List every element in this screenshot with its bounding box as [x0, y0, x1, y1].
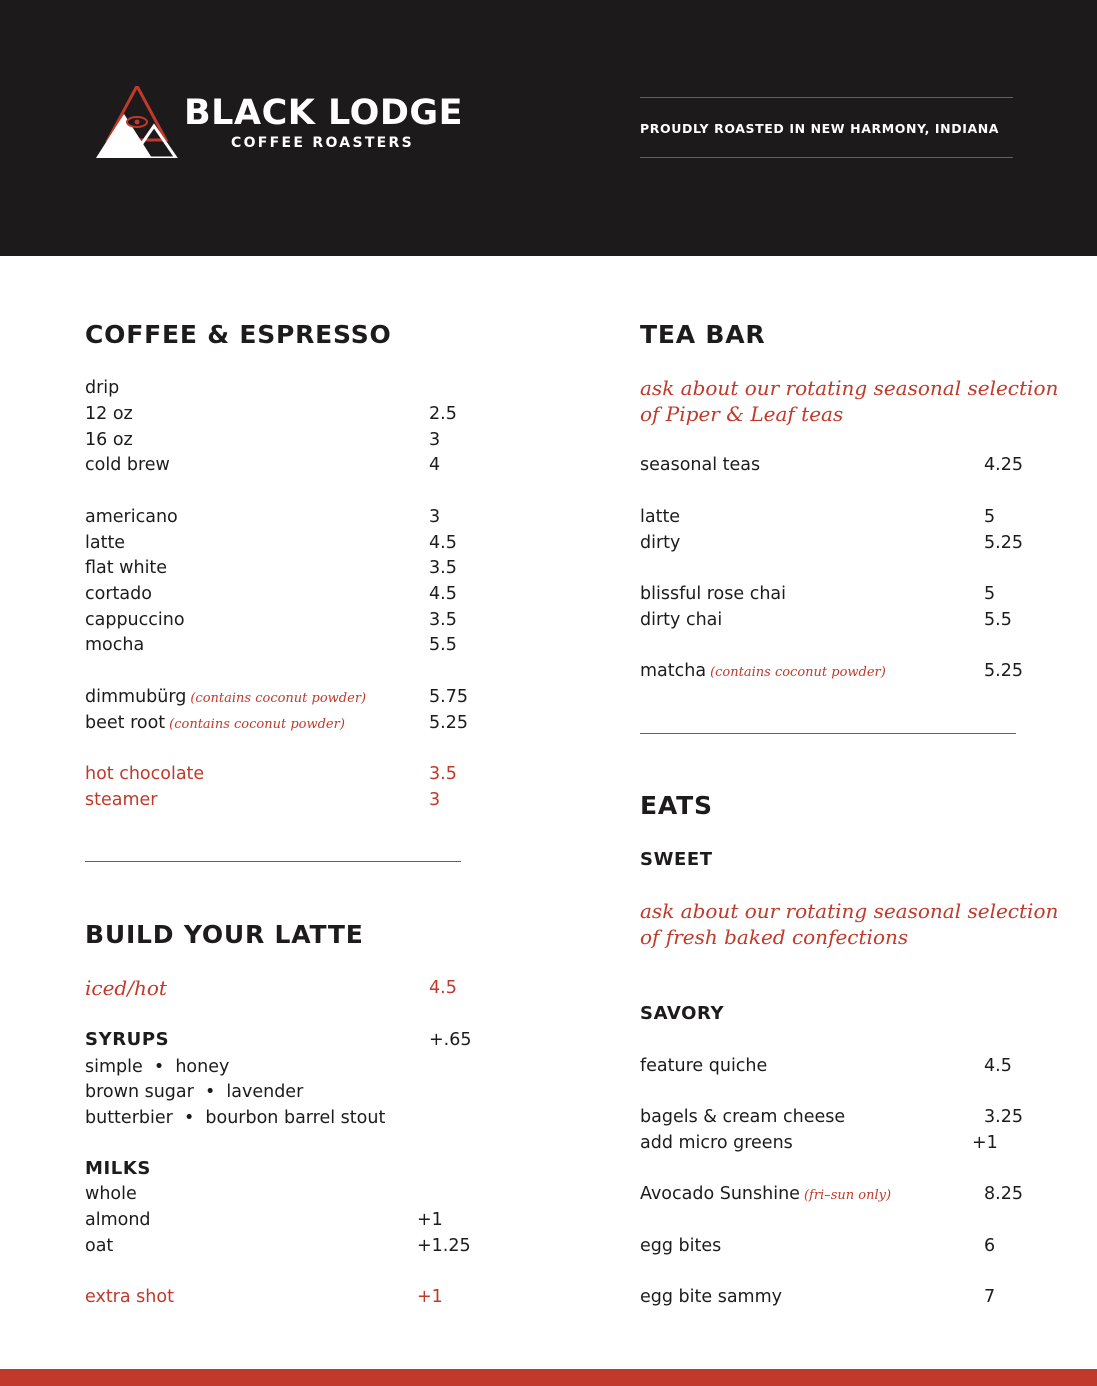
sweet-title: SWEET	[640, 849, 713, 870]
item-price: 5.5	[429, 635, 457, 655]
coffee-section-title: COFFEE & ESPRESSO	[85, 320, 392, 349]
menu-item	[85, 581, 475, 607]
milk-option	[85, 1233, 475, 1259]
section-divider	[640, 733, 1016, 734]
item-name: Avocado Sunshine	[640, 1184, 800, 1204]
item-name: latte	[85, 533, 126, 553]
item-price: 3	[429, 790, 441, 810]
mountain-eye-logo-icon	[94, 86, 180, 158]
syrup-line: brown sugar • lavender	[85, 1082, 304, 1102]
menu-item	[85, 530, 475, 556]
tea-section-title: TEA BAR	[640, 320, 766, 349]
item-price: 4.25	[984, 455, 1023, 475]
item-price: 4.5	[429, 978, 457, 998]
brand-subtitle: COFFEE ROASTERS	[231, 135, 415, 151]
item-name: blissful rose chai	[640, 584, 787, 604]
item-price: 3	[429, 430, 441, 450]
brand-name: BLACK LODGE	[184, 93, 464, 133]
item-name: extra shot	[85, 1287, 174, 1307]
item-name: steamer	[85, 790, 158, 810]
menu-item	[640, 452, 1040, 478]
item-price: +1	[417, 1287, 443, 1307]
item-price: 5.25	[429, 713, 468, 733]
menu-item	[85, 710, 475, 736]
item-name: americano	[85, 507, 178, 527]
item-name: beet root	[85, 713, 166, 733]
syrups-price	[429, 1027, 489, 1053]
item-name: whole	[85, 1184, 137, 1204]
extra-shot	[85, 1284, 475, 1310]
syrup-options	[85, 1105, 475, 1131]
item-price: +.65	[429, 1030, 472, 1050]
syrup-line: simple • honey	[85, 1057, 230, 1077]
item-price: 5	[984, 584, 996, 604]
menu-item	[640, 1130, 1040, 1156]
menu-item	[640, 1053, 1040, 1079]
brand	[184, 93, 463, 153]
item-name: add micro greens	[640, 1133, 793, 1153]
item-price: 3.5	[429, 764, 457, 784]
item-name: cold brew	[85, 455, 170, 475]
menu-item	[85, 632, 475, 658]
iced-hot-price	[429, 975, 489, 1001]
item-price: 5.75	[429, 687, 468, 707]
latte-section-title: BUILD YOUR LATTE	[85, 920, 364, 949]
eats-section-title: EATS	[640, 791, 713, 820]
item-note: (fri–sun only)	[803, 1188, 892, 1203]
item-name: bagels & cream cheese	[640, 1107, 846, 1127]
item-price: 5.25	[984, 661, 1023, 681]
menu-item	[85, 555, 475, 581]
item-name: 12 oz	[85, 404, 133, 424]
item-name: 16 oz	[85, 430, 133, 450]
savory-title: SAVORY	[640, 1003, 725, 1024]
item-note: (contains coconut powder)	[169, 717, 345, 732]
sweet-note-line1: ask about our rotating seasonal selection	[640, 899, 1059, 923]
item-name: drip	[85, 378, 120, 398]
item-price: 4	[429, 455, 441, 475]
syrups-title: SYRUPS	[85, 1029, 170, 1050]
item-name: mocha	[85, 635, 145, 655]
tagline: PROUDLY ROASTED IN NEW HARMONY, INDIANA	[640, 121, 1000, 136]
item-name: hot chocolate	[85, 764, 205, 784]
item-price: 4.5	[984, 1056, 1012, 1076]
item-price: 4.5	[429, 533, 457, 553]
item-name: dimmubürg	[85, 687, 187, 707]
menu-item	[85, 375, 475, 401]
item-name: flat white	[85, 558, 168, 578]
item-price: +1	[972, 1133, 998, 1153]
item-name: dirty	[640, 533, 681, 553]
tagline-rule-bottom	[640, 157, 1013, 158]
menu-item	[85, 504, 475, 530]
section-divider	[85, 861, 461, 862]
item-price: 3.25	[984, 1107, 1023, 1127]
syrup-options	[85, 1054, 475, 1080]
item-price: 5.25	[984, 533, 1023, 553]
menu-item	[640, 1181, 1040, 1207]
menu-item	[640, 658, 1040, 684]
menu-item	[640, 581, 1040, 607]
item-price: 7	[984, 1287, 996, 1307]
menu-item	[640, 1233, 1040, 1259]
item-name: latte	[640, 507, 681, 527]
milk-option	[85, 1207, 475, 1233]
menu-item	[640, 530, 1040, 556]
syrup-line: butterbier • bourbon barrel stout	[85, 1108, 386, 1128]
menu-item	[85, 452, 475, 478]
footer-accent-bar	[0, 1369, 1097, 1386]
milk-option	[85, 1181, 475, 1207]
menu-item	[85, 607, 475, 633]
item-price: 4.5	[429, 584, 457, 604]
item-price: 5.5	[984, 610, 1012, 630]
item-price: 3	[429, 507, 441, 527]
header-banner	[0, 0, 1097, 256]
item-price: 3.5	[429, 610, 457, 630]
menu-item	[85, 787, 475, 813]
menu-item	[640, 607, 1040, 633]
menu-item	[85, 427, 475, 453]
item-name: egg bites	[640, 1236, 722, 1256]
item-note: (contains coconut powder)	[710, 665, 886, 680]
item-name: feature quiche	[640, 1056, 768, 1076]
milks-title: MILKS	[85, 1158, 151, 1179]
item-name: seasonal teas	[640, 455, 761, 475]
menu-item	[640, 1104, 1040, 1130]
menu-item	[85, 401, 475, 427]
syrup-options	[85, 1079, 475, 1105]
item-name: cappuccino	[85, 610, 185, 630]
tagline-rule-top	[640, 97, 1013, 98]
item-name: matcha	[640, 661, 707, 681]
tea-note-line1: ask about our rotating seasonal selection	[640, 376, 1059, 400]
iced-hot-label: iced/hot	[85, 976, 167, 1000]
menu-item	[640, 504, 1040, 530]
tea-note-line2: of Piper & Leaf teas	[640, 402, 844, 426]
item-name: egg bite sammy	[640, 1287, 782, 1307]
item-price: 2.5	[429, 404, 457, 424]
item-name: almond	[85, 1210, 151, 1230]
item-name: cortado	[85, 584, 152, 604]
item-note: (contains coconut powder)	[190, 691, 367, 706]
item-price: 3.5	[429, 558, 457, 578]
item-name: dirty chai	[640, 610, 723, 630]
item-name: oat	[85, 1236, 114, 1256]
item-price: 6	[984, 1236, 996, 1256]
menu-item	[85, 684, 475, 710]
item-price: +1	[417, 1210, 443, 1230]
item-price: +1.25	[417, 1236, 471, 1256]
menu-item	[85, 761, 475, 787]
menu-item	[640, 1284, 1040, 1310]
sweet-note-line2: of fresh baked confections	[640, 925, 909, 949]
item-price: 8.25	[984, 1184, 1023, 1204]
item-price: 5	[984, 507, 996, 527]
